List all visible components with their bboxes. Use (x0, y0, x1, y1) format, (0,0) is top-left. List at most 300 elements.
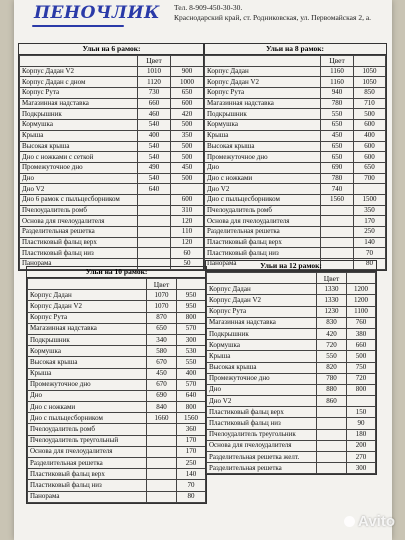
color-price: 780 (317, 373, 347, 384)
color-price: 650 (321, 141, 354, 152)
color-price: 870 (147, 312, 177, 323)
natural-price: 400 (177, 368, 206, 379)
item-name: Дно V2 (205, 184, 321, 195)
color-price: 1330 (317, 284, 347, 295)
item-name: Дно с пыльцесборником (28, 413, 147, 424)
table-row (20, 77, 204, 88)
table-row (205, 216, 386, 227)
item-name: Дно (28, 390, 147, 401)
table-row (28, 390, 206, 401)
color-price: 820 (317, 362, 347, 373)
natural-price: 800 (347, 384, 376, 395)
color-price: 690 (147, 390, 177, 401)
natural-price: 600 (354, 152, 386, 163)
color-price: 1230 (317, 306, 347, 317)
color-price (147, 424, 177, 435)
item-name: Промежуточное дно (20, 162, 138, 173)
color-price (317, 418, 347, 429)
natural-price: 850 (354, 88, 386, 99)
natural-price: 500 (347, 351, 376, 362)
table-row (207, 340, 376, 351)
color-price (317, 452, 347, 463)
item-name: Разделительная решетка (20, 227, 138, 238)
table-row (205, 237, 386, 248)
natural-price: 500 (354, 109, 386, 120)
block-title: Ульи на 6 рамок: (19, 44, 204, 55)
item-name: Высокая крыша (207, 362, 317, 373)
table-row (205, 98, 386, 109)
item-name: Магазинная надставка (28, 323, 147, 334)
color-price (317, 407, 347, 418)
item-name: Подкрышник (20, 109, 138, 120)
item-name: Панорама (20, 259, 138, 270)
item-name: Пчелоудалитель ромб (28, 424, 147, 435)
natural-price: 170 (177, 446, 206, 457)
table-row (20, 109, 204, 120)
natural-price: 800 (177, 312, 206, 323)
natural-price: 950 (177, 301, 206, 312)
color-price: 1330 (317, 295, 347, 306)
price-table (19, 55, 204, 270)
table-row (205, 88, 386, 99)
item-name: Высокая крыша (28, 357, 147, 368)
item-name: Дно (207, 384, 317, 395)
color-price: 450 (147, 368, 177, 379)
table-row (20, 152, 204, 163)
color-price (321, 237, 354, 248)
color-price (317, 463, 347, 474)
item-name: Дно 6 рамок с пыльцесборником (20, 194, 138, 205)
item-name: Разделительная решетка желт. (207, 452, 317, 463)
color-price (147, 469, 177, 480)
table-row (28, 323, 206, 334)
color-price (321, 216, 354, 227)
color-price: 580 (147, 346, 177, 357)
natural-price: 500 (171, 120, 204, 131)
table-row (20, 162, 204, 173)
table-row (28, 402, 206, 413)
natural-price: 140 (177, 469, 206, 480)
natural-price: 1000 (171, 77, 204, 88)
table-row (207, 373, 376, 384)
natural-price: 140 (354, 237, 386, 248)
color-price (321, 248, 354, 259)
item-name: Пластиковый фальц низ (205, 248, 321, 259)
table-row (20, 184, 204, 195)
table-row (28, 290, 206, 301)
table-row (20, 130, 204, 141)
natural-price: 500 (171, 173, 204, 184)
natural-price: 170 (177, 435, 206, 446)
natural-price: 550 (177, 357, 206, 368)
natural-price: 270 (347, 452, 376, 463)
natural-price: 50 (171, 259, 204, 270)
item-name: Дно (20, 173, 138, 184)
natural-price: 530 (177, 346, 206, 357)
color-price: 730 (138, 88, 171, 99)
color-price: 550 (321, 109, 354, 120)
natural-price: 350 (354, 205, 386, 216)
table-row (205, 152, 386, 163)
natural-price: 900 (171, 66, 204, 77)
table-row (207, 396, 376, 407)
table-header-row (205, 56, 386, 67)
item-name: Корпус Дадан (207, 284, 317, 295)
table-row (20, 66, 204, 77)
table-row (207, 328, 376, 339)
table-row (207, 284, 376, 295)
item-name: Кормушка (205, 120, 321, 131)
item-name: Пластиковый фальц верх (20, 237, 138, 248)
logo (34, 3, 160, 23)
table-row (28, 334, 206, 345)
color-price (317, 440, 347, 451)
item-name: Пчелоудалитель ромб (20, 205, 138, 216)
natural-price: 1050 (354, 66, 386, 77)
color-price (321, 205, 354, 216)
watermark (344, 513, 395, 530)
watermark-text: Avito (358, 513, 395, 530)
table-row (205, 173, 386, 184)
color-price (138, 248, 171, 259)
item-name: Разделительная решетка (205, 227, 321, 238)
natural-price: 760 (347, 317, 376, 328)
natural-price: 200 (347, 440, 376, 451)
item-name: Дно с пыльцесборником (205, 194, 321, 205)
natural-price: 710 (354, 98, 386, 109)
color-price (138, 194, 171, 205)
item-name: Пчелоудалитель треугольник (207, 429, 317, 440)
item-name: Корпус Рута (205, 88, 321, 99)
color-price: 720 (317, 340, 347, 351)
natural-price: 180 (347, 429, 376, 440)
table-header-row (20, 56, 204, 67)
color-price: 780 (321, 173, 354, 184)
natural-price: 750 (347, 362, 376, 373)
item-name-header (207, 273, 317, 284)
block-8-frames (203, 43, 387, 271)
item-name: Основа для пчелоудалителя (205, 216, 321, 227)
item-name: Корпус Дадан с дном (20, 77, 138, 88)
color-price-header: Цвет (138, 56, 171, 67)
item-name: Корпус Дадан V2 (207, 295, 317, 306)
color-price: 1010 (138, 66, 171, 77)
color-price: 540 (138, 120, 171, 131)
block-12-frames (205, 260, 377, 475)
table-row (207, 295, 376, 306)
color-price: 880 (317, 384, 347, 395)
item-name: Высокая крыша (20, 141, 138, 152)
natural-price: 380 (347, 328, 376, 339)
color-price: 420 (317, 328, 347, 339)
color-price: 860 (317, 396, 347, 407)
table-row (205, 194, 386, 205)
item-name: Крыша (20, 130, 138, 141)
item-name: Пластиковый фальц низ (20, 248, 138, 259)
table-row (205, 77, 386, 88)
item-name: Пластиковый фальц низ (207, 418, 317, 429)
item-name: Промежуточное дно (28, 379, 147, 390)
table-row (205, 184, 386, 195)
color-price (138, 216, 171, 227)
natural-price: 1500 (354, 194, 386, 205)
table-row (207, 407, 376, 418)
color-price: 650 (321, 152, 354, 163)
item-name: Корпус Дадан V2 (20, 66, 138, 77)
item-name: Корпус Рута (207, 306, 317, 317)
natural-price: 600 (354, 141, 386, 152)
item-name: Корпус Рута (28, 312, 147, 323)
color-price-header: Цвет (321, 56, 354, 67)
item-name: Подкрышник (205, 109, 321, 120)
color-price: 340 (147, 334, 177, 345)
item-name: Корпус Дадан V2 (28, 301, 147, 312)
natural-price: 80 (354, 259, 386, 270)
item-name: Корпус Рута (20, 88, 138, 99)
table-row (28, 469, 206, 480)
natural-price: 110 (171, 227, 204, 238)
natural-price (354, 184, 386, 195)
table-row (207, 351, 376, 362)
item-name: Пластиковый фальц верх (28, 469, 147, 480)
color-price: 780 (321, 98, 354, 109)
logo-text: ПЕНОЧЛИК (34, 3, 160, 23)
item-name-header (20, 56, 138, 67)
natural-price: 450 (171, 162, 204, 173)
table-row (20, 88, 204, 99)
color-price: 1160 (321, 66, 354, 77)
natural-price-header (177, 279, 206, 290)
table-row (20, 216, 204, 227)
item-name: Дно с ножками (205, 173, 321, 184)
item-name: Крыша (205, 130, 321, 141)
natural-price: 1200 (347, 295, 376, 306)
color-price: 640 (138, 184, 171, 195)
table-header-row (207, 273, 376, 284)
table-row (207, 429, 376, 440)
table-row (207, 440, 376, 451)
natural-price: 600 (354, 120, 386, 131)
natural-price: 310 (171, 205, 204, 216)
natural-price: 570 (177, 379, 206, 390)
natural-price: 500 (171, 152, 204, 163)
natural-price-header (347, 273, 376, 284)
color-price: 660 (138, 98, 171, 109)
natural-price: 500 (171, 141, 204, 152)
color-price: 540 (138, 141, 171, 152)
color-price: 1120 (138, 77, 171, 88)
block-6-frames (18, 43, 205, 271)
table-row (20, 227, 204, 238)
color-price-header: Цвет (147, 279, 177, 290)
table-row (28, 312, 206, 323)
item-name: Пчелоудалитель ромб (205, 205, 321, 216)
color-price: 1560 (321, 194, 354, 205)
item-name: Пластиковый фальц верх (207, 407, 317, 418)
item-name: Панорама (205, 259, 321, 270)
item-name: Магазинная надставка (207, 317, 317, 328)
color-price: 490 (138, 162, 171, 173)
table-row (28, 435, 206, 446)
item-name: Крыша (28, 368, 147, 379)
natural-price-header (354, 56, 386, 67)
color-price: 400 (138, 130, 171, 141)
color-price (321, 227, 354, 238)
table-row (205, 130, 386, 141)
table-row (28, 446, 206, 457)
avito-logo-icon (344, 516, 355, 527)
price-table (206, 272, 376, 474)
color-price: 740 (321, 184, 354, 195)
natural-price: 360 (177, 424, 206, 435)
item-name: Подкрышник (207, 328, 317, 339)
block-10-frames (26, 266, 207, 504)
natural-price: 90 (347, 418, 376, 429)
item-name: Кормушка (20, 120, 138, 131)
natural-price: 300 (347, 463, 376, 474)
color-price: 830 (317, 317, 347, 328)
item-name: Корпус Дадан (205, 66, 321, 77)
item-name: Подкрышник (28, 334, 147, 345)
item-name: Промежуточное дно (207, 373, 317, 384)
color-price: 670 (147, 379, 177, 390)
table-row (205, 205, 386, 216)
color-price: 650 (147, 323, 177, 334)
table-row (205, 141, 386, 152)
natural-price: 420 (171, 109, 204, 120)
color-price (138, 205, 171, 216)
table-row (205, 120, 386, 131)
natural-price: 80 (177, 491, 206, 502)
table-row (28, 301, 206, 312)
block-title: Ульи на 8 рамок: (204, 44, 386, 55)
color-price (138, 227, 171, 238)
item-name: Высокая крыша (205, 141, 321, 152)
table-row (20, 237, 204, 248)
natural-price (347, 396, 376, 407)
natural-price: 150 (347, 407, 376, 418)
natural-price: 600 (171, 194, 204, 205)
color-price (138, 237, 171, 248)
item-name: Магазинная надставка (205, 98, 321, 109)
natural-price: 600 (171, 98, 204, 109)
item-name: Крыша (207, 351, 317, 362)
table-row (205, 66, 386, 77)
item-name: Дно с ножками (28, 402, 147, 413)
natural-price: 300 (177, 334, 206, 345)
color-price (147, 446, 177, 457)
natural-price: 660 (347, 340, 376, 351)
color-price: 1660 (147, 413, 177, 424)
natural-price: 400 (354, 130, 386, 141)
color-price: 540 (138, 173, 171, 184)
color-price (147, 491, 177, 502)
item-name: Дно с ножками с сеткой (20, 152, 138, 163)
natural-price: 70 (354, 248, 386, 259)
color-price: 1070 (147, 290, 177, 301)
color-price: 1070 (147, 301, 177, 312)
natural-price: 570 (177, 323, 206, 334)
table-row (28, 458, 206, 469)
item-name: Кормушка (28, 346, 147, 357)
color-price-header: Цвет (317, 273, 347, 284)
table-row (28, 346, 206, 357)
color-price (317, 429, 347, 440)
item-name-header (28, 279, 147, 290)
natural-price: 800 (177, 402, 206, 413)
natural-price: 60 (171, 248, 204, 259)
item-name: Основа для пчелоудалителя (20, 216, 138, 227)
table-row (207, 463, 376, 474)
natural-price: 720 (347, 373, 376, 384)
table-row (207, 306, 376, 317)
color-price: 460 (138, 109, 171, 120)
table-row (207, 418, 376, 429)
item-name: Пластиковый фальц верх (205, 237, 321, 248)
table-row (207, 362, 376, 373)
table-row (207, 452, 376, 463)
price-table (204, 55, 386, 270)
table-row (20, 194, 204, 205)
natural-price: 250 (354, 227, 386, 238)
color-price: 1160 (321, 77, 354, 88)
natural-price: 640 (177, 390, 206, 401)
table-row (28, 413, 206, 424)
item-name: Промежуточное дно (205, 152, 321, 163)
item-name: Корпус Дадан (28, 290, 147, 301)
natural-price: 70 (177, 480, 206, 491)
natural-price: 120 (171, 216, 204, 227)
item-name: Основа для пчелоудалителя (28, 446, 147, 457)
natural-price: 250 (177, 458, 206, 469)
block-title: Ульи на 10 рамок: (27, 267, 206, 278)
natural-price: 120 (171, 237, 204, 248)
color-price (147, 435, 177, 446)
table-row (20, 98, 204, 109)
phone-number: Тел. 8-909-450-30-30. (174, 3, 243, 12)
color-price: 540 (138, 152, 171, 163)
block-title: Ульи на 12 рамок: (206, 261, 376, 272)
natural-price: 1100 (347, 306, 376, 317)
table-row (20, 205, 204, 216)
table-row (28, 480, 206, 491)
table-row (207, 317, 376, 328)
natural-price: 950 (177, 290, 206, 301)
table-row (20, 120, 204, 131)
natural-price: 650 (354, 162, 386, 173)
item-name: Разделительная решетка (207, 463, 317, 474)
color-price: 690 (321, 162, 354, 173)
item-name: Кормушка (207, 340, 317, 351)
item-name-header (205, 56, 321, 67)
natural-price: 1200 (347, 284, 376, 295)
table-row (28, 368, 206, 379)
item-name: Дно (205, 162, 321, 173)
color-price: 940 (321, 88, 354, 99)
item-name: Панорама (28, 491, 147, 502)
natural-price: 650 (171, 88, 204, 99)
table-header-row (28, 279, 206, 290)
table-row (205, 227, 386, 238)
natural-price: 1050 (354, 77, 386, 88)
table-row (28, 491, 206, 502)
table-row (207, 384, 376, 395)
table-row (20, 173, 204, 184)
table-row (28, 379, 206, 390)
color-price: 650 (321, 120, 354, 131)
natural-price: 350 (171, 130, 204, 141)
color-price: 840 (147, 402, 177, 413)
